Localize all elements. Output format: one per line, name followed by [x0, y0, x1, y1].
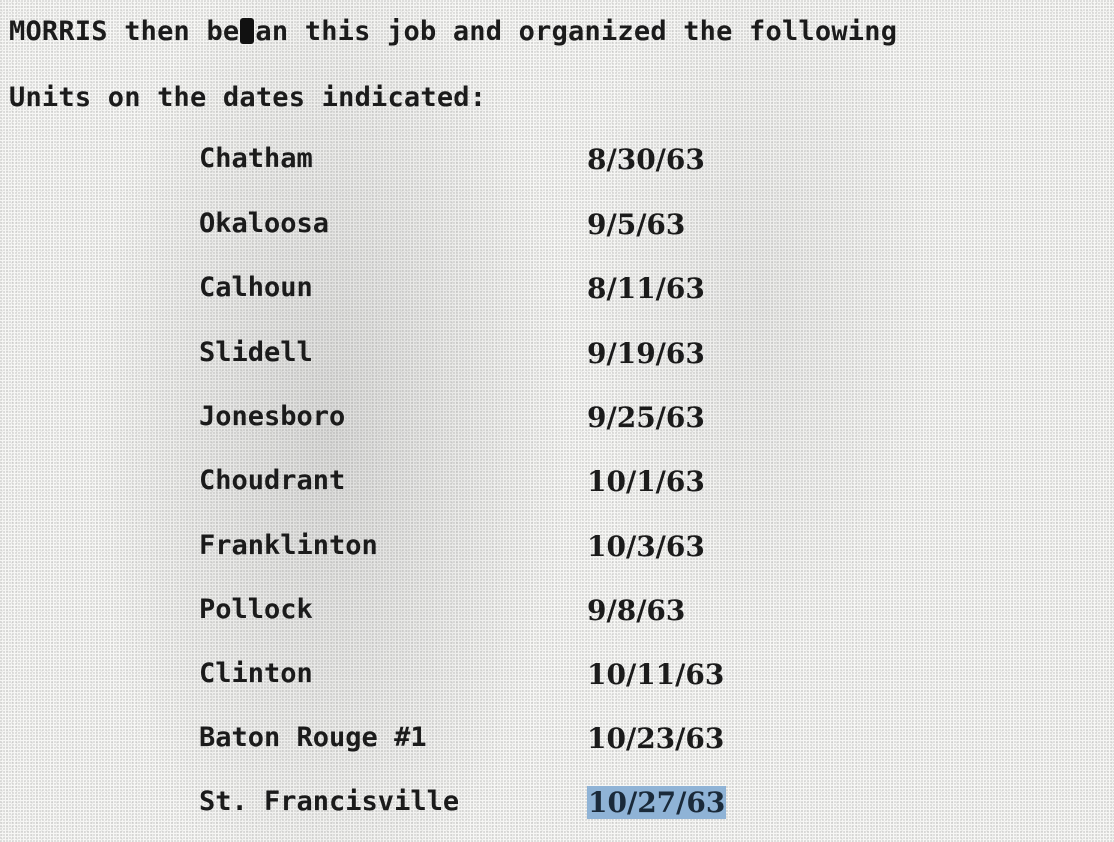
unit-name: Franklinton	[199, 530, 378, 561]
unit-name: Pollock	[199, 594, 313, 625]
intro-line-1	[9, 16, 897, 47]
intro-line-1-start: MORRIS then be	[9, 16, 240, 47]
unit-name: Jonesboro	[199, 401, 346, 432]
unit-name: Choudrant	[199, 465, 346, 496]
unit-row	[0, 143, 1114, 183]
unit-name: Chatham	[199, 143, 313, 174]
unit-name: Okaloosa	[199, 208, 330, 239]
unit-name: St. Francisville	[199, 786, 460, 817]
unit-date: 10/1/63	[587, 465, 705, 498]
unit-row	[0, 722, 1114, 762]
unit-date: 10/11/63	[587, 658, 725, 691]
selected-unit-date[interactable]: 10/27/63	[588, 786, 726, 819]
unit-date: 9/8/63	[587, 594, 686, 627]
unit-date: 8/11/63	[587, 272, 705, 305]
unit-row	[0, 208, 1114, 248]
unit-date: 9/19/63	[587, 337, 705, 370]
unit-name: Baton Rouge #1	[199, 722, 427, 753]
unit-row	[0, 530, 1114, 570]
ink-blot	[240, 18, 254, 44]
unit-name: Calhoun	[199, 272, 313, 303]
unit-name: Clinton	[199, 658, 313, 689]
unit-row	[0, 401, 1114, 441]
unit-date: 10/3/63	[587, 530, 705, 563]
unit-row	[0, 594, 1114, 634]
unit-date: 8/30/63	[587, 143, 705, 176]
unit-row	[0, 465, 1114, 505]
intro-line-1-end: an this job and organized the following	[255, 16, 898, 47]
unit-row	[0, 337, 1114, 377]
unit-date: 9/25/63	[587, 401, 705, 434]
unit-date: 10/23/63	[587, 722, 725, 755]
unit-name: Slidell	[199, 337, 313, 368]
intro-line-2: Units on the dates indicated:	[9, 82, 487, 113]
unit-date: 9/5/63	[587, 208, 686, 241]
unit-row	[0, 272, 1114, 312]
unit-row	[0, 786, 1114, 826]
unit-row	[0, 658, 1114, 698]
